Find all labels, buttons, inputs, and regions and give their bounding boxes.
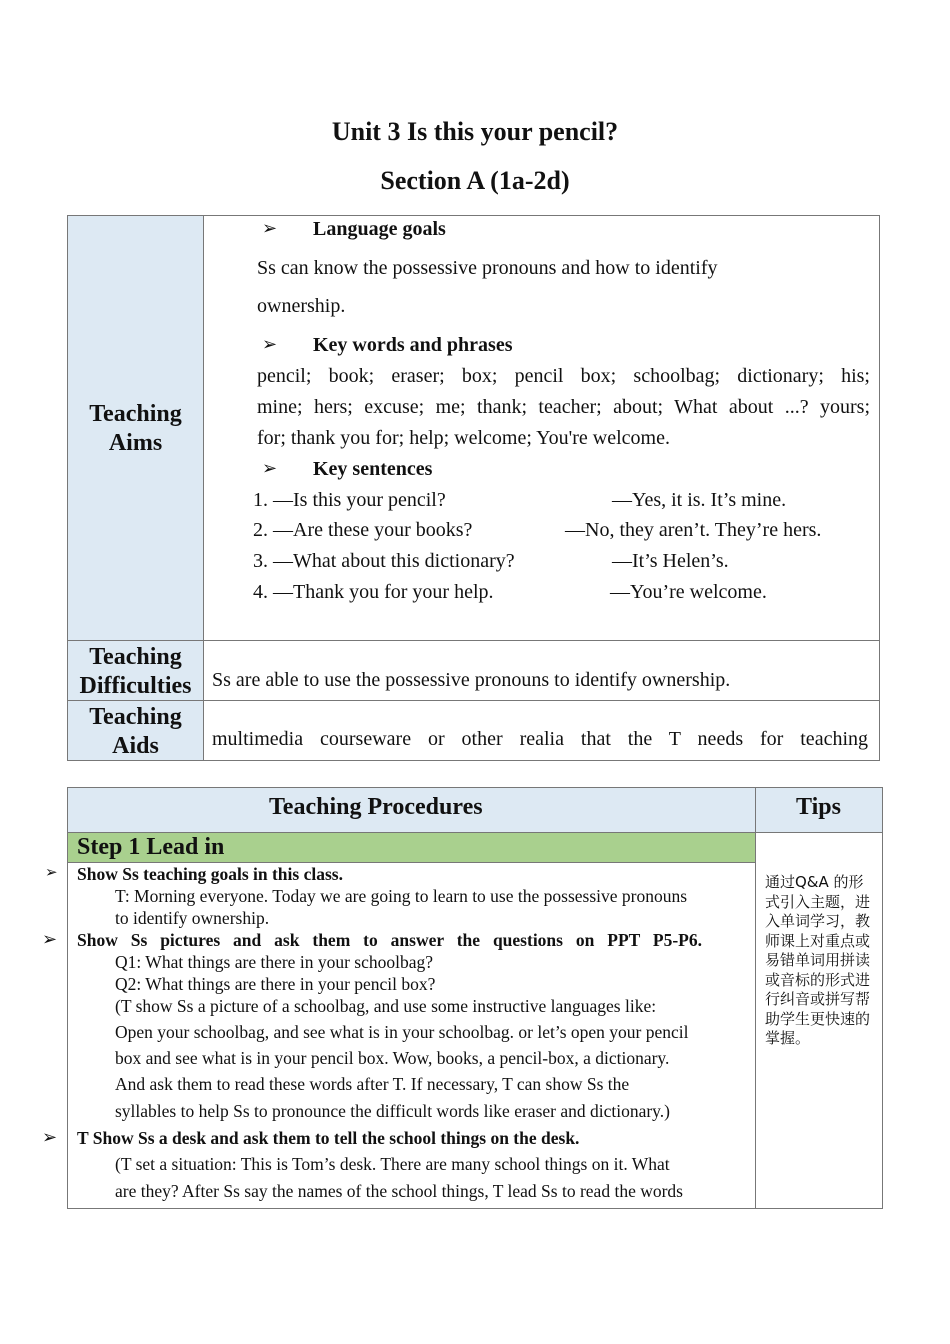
difficulties-label xyxy=(67,643,204,701)
procedure-heading: T Show Ss a desk and ask them to tell the school things on the desk. xyxy=(77,1128,580,1148)
teaching-aims-label xyxy=(67,400,204,458)
tips-header: Tips xyxy=(796,794,841,820)
key-sentence-question: 1. —Is this your pencil? xyxy=(253,489,446,511)
document-title: Unit 3 Is this your pencil? xyxy=(331,117,619,146)
procedure-line: box and see what is in your pencil box. Wow, books, a pencil-box, a dictionary. xyxy=(115,1048,670,1068)
label-line: Aids xyxy=(112,733,159,759)
key-sentence-answer: —No, they aren’t. They’re hers. xyxy=(565,519,822,541)
difficulties-text: Ss are able to use the possessive pronouns to identify ownership. xyxy=(212,669,731,691)
key-sentence-answer: —It’s Helen’s. xyxy=(612,550,729,572)
key-words-line: pencil; book; eraser; box; pencil box; schoolbag; dictionary; his; xyxy=(257,365,870,387)
aids-label xyxy=(67,703,204,761)
key-words-line: for; thank you for; help; welcome; You're welcome. xyxy=(257,427,670,449)
language-goals-line: Ss can know the possessive pronouns and how to identify xyxy=(257,257,718,279)
procedure-line: (T show Ss a picture of a schoolbag, and use some instructive languages like: xyxy=(115,996,657,1016)
procedure-line: to identify ownership. xyxy=(115,908,270,928)
key-sentence-answer: —You’re welcome. xyxy=(610,581,767,603)
arrow-bullet-icon: ➢ xyxy=(42,929,58,949)
label-line: Teaching xyxy=(89,704,182,730)
key-sentence-question: 4. —Thank you for your help. xyxy=(253,581,494,603)
arrow-bullet-icon: ➢ xyxy=(45,865,58,881)
key-sentence-question: 2. —Are these your books? xyxy=(253,519,473,541)
procedure-heading: Show Ss pictures and ask them to answer the questions on PPT P5-P6. xyxy=(77,930,702,950)
language-goals-line: ownership. xyxy=(257,295,346,317)
key-words-heading: Key words and phrases xyxy=(313,334,513,356)
procedure-heading: Show Ss teaching goals in this class. xyxy=(77,864,343,884)
procedure-line: (T set a situation: This is Tom’s desk. There are many school things on it. What xyxy=(115,1154,670,1174)
arrow-bullet-icon: ➢ xyxy=(262,334,278,354)
arrow-bullet-icon: ➢ xyxy=(262,458,278,478)
procedure-line: Open your schoolbag, and see what is in your schoolbag. or let’s open your pencil xyxy=(115,1022,689,1042)
aids-text: multimedia courseware or other realia that the T needs for teaching xyxy=(212,728,868,750)
key-words-line: mine; hers; excuse; me; thank; teacher; about; What about ...? yours; xyxy=(257,396,870,418)
arrow-bullet-icon: ➢ xyxy=(262,218,278,238)
key-sentences-heading: Key sentences xyxy=(313,458,433,480)
step-title: Step 1 Lead in xyxy=(77,834,225,860)
label-line: Teaching xyxy=(89,401,182,427)
key-sentence-answer: —Yes, it is. It’s mine. xyxy=(612,489,787,511)
procedure-line: Q1: What things are there in your schoolbag? xyxy=(115,952,433,972)
procedure-line: are they? After Ss say the names of the school things, T lead Ss to read the words xyxy=(115,1181,683,1201)
procedure-line: Q2: What things are there in your pencil box? xyxy=(115,974,436,994)
procedures-header: Teaching Procedures xyxy=(269,794,483,820)
key-sentence-question: 3. —What about this dictionary? xyxy=(253,550,515,572)
language-goals-heading: Language goals xyxy=(313,218,446,240)
procedure-line: syllables to help Ss to pronounce the difficult words like eraser and dictionary.) xyxy=(115,1101,671,1121)
procedure-line: T: Morning everyone. Today we are going to learn to use the possessive pronouns xyxy=(115,886,688,906)
document-subtitle: Section A (1a-2d) xyxy=(380,166,570,195)
label-line: Teaching xyxy=(89,644,182,670)
arrow-bullet-icon: ➢ xyxy=(42,1127,58,1147)
procedure-line: And ask them to read these words after T. If necessary, T can show Ss the xyxy=(115,1074,630,1094)
tips-text: 通过Q&A 的形式引入主题，进入单词学习，教师课上对重点或易错单词用拼读或音标的形式进行纠音或拼写帮助学生更快速的掌握。 xyxy=(765,873,871,1047)
label-line: Aims xyxy=(108,430,163,456)
label-line: Difficulties xyxy=(79,673,192,699)
